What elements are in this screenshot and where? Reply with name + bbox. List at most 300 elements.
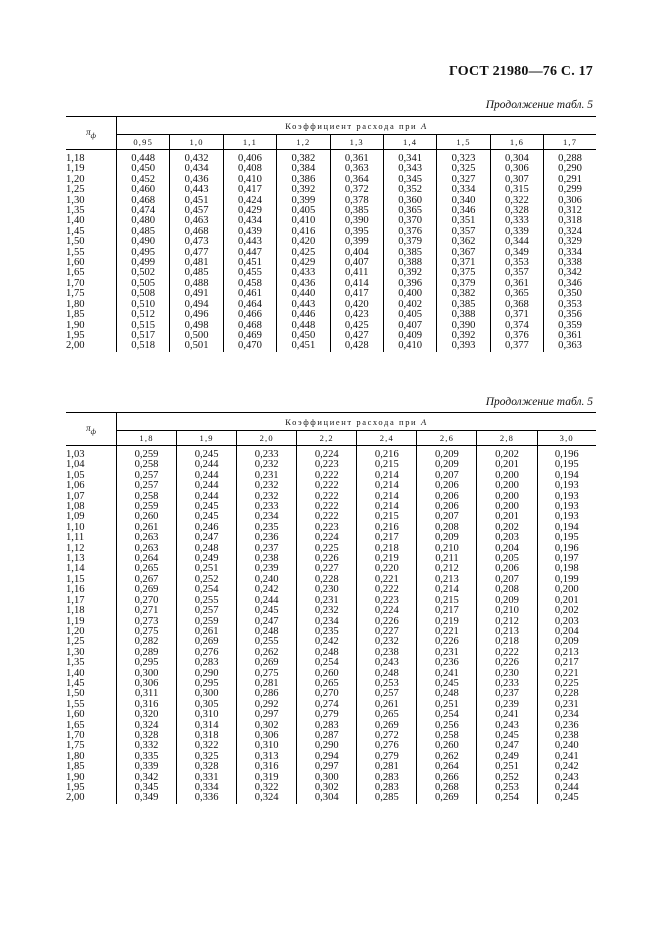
coefficient-cell: 0,282 (117, 637, 177, 647)
coefficient-cell: 0,204 (477, 544, 537, 554)
coefficient-cell: 0,210 (477, 606, 537, 616)
pi-value-cell: 1,30 (66, 648, 117, 658)
coefficient-cell: 0,396 (383, 279, 436, 289)
pi-value-cell: 1,90 (66, 773, 117, 783)
table-row (66, 658, 596, 668)
coefficient-cell: 0,204 (554, 625, 579, 637)
coefficient-cell: 0,217 (357, 533, 417, 543)
coefficient-cell: 0,248 (237, 627, 297, 637)
coefficient-cell: 0,291 (558, 173, 582, 185)
pi-value-cell: 1,45 (66, 227, 117, 237)
coefficient-cell: 0,405 (383, 310, 436, 320)
coefficient-cell: 0,393 (437, 341, 490, 351)
coefficient-cell: 0,207 (417, 471, 477, 481)
coefficient-cell: 0,213 (477, 627, 537, 637)
column-header: 3,0 (537, 431, 596, 446)
coefficient-cell: 0,310 (177, 710, 237, 720)
coefficient-cell: 0,213 (417, 575, 477, 585)
coefficient-cell: 0,490 (117, 237, 170, 247)
coefficient-cell: 0,268 (417, 783, 477, 793)
coefficient-cell: 0,324 (237, 793, 297, 803)
coefficient-cell: 0,496 (170, 310, 223, 320)
coefficient-cell: 0,433 (277, 268, 330, 278)
coefficient-cell: 0,245 (477, 731, 537, 741)
coefficient-cell: 0,408 (223, 164, 276, 174)
coefficient-cell: 0,329 (558, 236, 582, 248)
coefficient-cell: 0,376 (383, 227, 436, 237)
coefficient-cell: 0,283 (357, 773, 417, 783)
coefficient-cell: 0,451 (277, 341, 330, 351)
pi-value-cell: 1,18 (66, 606, 117, 616)
coefficient-cell: 0,359 (558, 319, 582, 331)
coefficient-cell: 0,480 (117, 216, 170, 226)
coefficient-cell: 0,207 (417, 512, 477, 522)
pi-value-cell: 1,08 (66, 502, 117, 512)
coefficient-cell: 0,231 (417, 648, 477, 658)
coefficient-cell: 0,322 (177, 741, 237, 751)
coefficient-cell: 0,226 (297, 554, 357, 564)
coefficient-cell: 0,290 (177, 669, 237, 679)
coefficient-cell: 0,214 (357, 471, 417, 481)
coefficient-header (117, 117, 597, 135)
coefficient-cell: 0,378 (330, 196, 383, 206)
coefficient-cell: 0,251 (417, 700, 477, 710)
coefficient-label: Коэффициент расхода при (285, 416, 418, 427)
coefficient-cell: 0,386 (277, 175, 330, 185)
pi-header (66, 413, 117, 446)
coefficient-cell: 0,375 (437, 268, 490, 278)
coefficient-cell: 0,420 (330, 300, 383, 310)
coefficient-cell: 0,209 (417, 460, 477, 470)
coefficient-cell: 0,289 (117, 648, 177, 658)
coefficient-cell: 0,362 (437, 237, 490, 247)
coefficient-cell: 0,339 (490, 227, 543, 237)
coefficient-variable: A (420, 120, 428, 131)
coefficient-cell: 0,242 (554, 761, 579, 773)
coefficient-cell: 0,332 (117, 741, 177, 751)
coefficient-cell: 0,370 (383, 216, 436, 226)
coefficient-cell: 0,265 (357, 710, 417, 720)
coefficient-cell: 0,249 (177, 554, 237, 564)
coefficient-cell: 0,328 (177, 762, 237, 772)
coefficient-cell: 0,245 (177, 502, 237, 512)
pi-value-cell: 1,20 (66, 627, 117, 637)
coefficient-cell: 0,200 (477, 492, 537, 502)
coefficient-cell: 0,228 (554, 688, 579, 700)
coefficient-cell: 0,269 (177, 637, 237, 647)
coefficient-cell: 0,214 (357, 481, 417, 491)
coefficient-cell: 0,255 (237, 637, 297, 647)
table-row (66, 446, 596, 461)
coefficient-cell: 0,240 (554, 740, 579, 752)
coefficient-cell: 0,351 (437, 216, 490, 226)
coefficient-cell: 0,248 (417, 689, 477, 699)
coefficient-cell: 0,274 (297, 700, 357, 710)
pi-value-cell: 1,17 (66, 596, 117, 606)
coefficient-cell: 0,202 (477, 446, 537, 461)
coefficient-cell: 0,244 (177, 481, 237, 491)
coefficient-cell: 0,206 (417, 492, 477, 502)
coefficient-cell: 0,234 (297, 617, 357, 627)
coefficient-cell: 0,224 (297, 533, 357, 543)
coefficient-cell: 0,257 (177, 606, 237, 616)
coefficient-cell: 0,474 (117, 206, 170, 216)
coefficient-cell: 0,324 (117, 721, 177, 731)
pi-value-cell: 1,90 (66, 321, 117, 331)
pi-value-cell: 1,04 (66, 460, 117, 470)
coefficient-cell: 0,346 (437, 206, 490, 216)
coefficient-cell: 0,436 (170, 175, 223, 185)
coefficient-cell: 0,248 (357, 669, 417, 679)
coefficient-cell: 0,368 (490, 300, 543, 310)
coefficient-cell: 0,331 (177, 773, 237, 783)
coefficient-cell: 0,257 (117, 481, 177, 491)
coefficient-cell: 0,244 (177, 471, 237, 481)
coefficient-cell: 0,448 (277, 321, 330, 331)
coefficient-cell: 0,361 (558, 329, 582, 341)
coefficient-cell: 0,281 (237, 679, 297, 689)
coefficient-cell: 0,247 (237, 617, 297, 627)
coefficient-cell: 0,382 (277, 150, 330, 165)
coefficient-cell: 0,311 (117, 689, 177, 699)
coefficient-cell: 0,376 (490, 331, 543, 341)
coefficient-cell: 0,424 (223, 196, 276, 206)
coefficient-cell: 0,240 (237, 575, 297, 585)
coefficient-cell: 0,392 (437, 331, 490, 341)
coefficient-cell: 0,265 (117, 564, 177, 574)
coefficient-cell: 0,451 (170, 196, 223, 206)
coefficient-cell: 0,261 (117, 523, 177, 533)
coefficient-cell: 0,468 (117, 196, 170, 206)
coefficient-cell: 0,209 (417, 446, 477, 461)
pi-value-cell: 1,30 (66, 196, 117, 206)
column-header: 0,95 (117, 135, 170, 150)
coefficient-cell: 0,232 (297, 606, 357, 616)
page-header: ГОСТ 21980—76 С. 17 (449, 64, 593, 79)
coefficient-cell: 0,306 (558, 194, 582, 206)
coefficient-cell: 0,225 (554, 677, 579, 689)
coefficient-cell: 0,305 (177, 700, 237, 710)
coefficient-cell: 0,237 (477, 689, 537, 699)
coefficient-cell: 0,230 (297, 585, 357, 595)
coefficient-cell: 0,420 (277, 237, 330, 247)
coefficient-cell: 0,334 (177, 783, 237, 793)
coefficient-cell: 0,259 (177, 617, 237, 627)
column-header: 2,4 (357, 431, 417, 446)
coefficient-cell: 0,452 (117, 175, 170, 185)
coefficient-cell: 0,353 (558, 298, 582, 310)
coefficient-cell: 0,379 (437, 279, 490, 289)
coefficient-label: Коэффициент расхода при (285, 120, 418, 131)
coefficient-cell: 0,304 (490, 150, 543, 165)
coefficient-cell: 0,360 (383, 196, 436, 206)
coefficient-cell: 0,320 (117, 710, 177, 720)
pi-value-cell: 1,95 (66, 331, 117, 341)
coefficient-cell: 0,214 (357, 502, 417, 512)
pi-value-cell: 1,15 (66, 575, 117, 585)
coefficient-cell: 0,248 (297, 648, 357, 658)
coefficient-cell: 0,406 (223, 150, 276, 165)
coefficient-cell: 0,216 (357, 523, 417, 533)
coefficient-cell: 0,458 (223, 279, 276, 289)
coefficient-cell: 0,409 (383, 331, 436, 341)
coefficient-cell: 0,232 (237, 481, 297, 491)
coefficient-cell: 0,494 (170, 300, 223, 310)
coefficient-cell: 0,223 (297, 523, 357, 533)
coefficient-cell: 0,199 (554, 573, 579, 585)
coefficient-cell: 0,384 (277, 164, 330, 174)
coefficient-cell: 0,392 (383, 268, 436, 278)
coefficient-cell: 0,283 (177, 658, 237, 668)
coefficient-cell: 0,226 (357, 617, 417, 627)
coefficient-cell: 0,346 (558, 277, 582, 289)
coefficient-cell: 0,201 (477, 460, 537, 470)
coefficient-cell: 0,508 (117, 289, 170, 299)
coefficient-cell: 0,257 (117, 471, 177, 481)
coefficient-cell: 0,275 (117, 627, 177, 637)
coefficient-cell: 0,200 (477, 502, 537, 512)
column-header: 1,0 (170, 135, 223, 150)
pi-value-cell: 1,55 (66, 248, 117, 258)
coefficient-cell: 0,350 (558, 288, 582, 300)
coefficient-cell: 0,205 (477, 554, 537, 564)
coefficient-cell: 0,193 (554, 501, 579, 513)
coefficient-cell: 0,481 (170, 258, 223, 268)
coefficient-cell: 0,495 (117, 248, 170, 258)
coefficient-cell: 0,264 (117, 554, 177, 564)
coefficient-cell: 0,261 (177, 627, 237, 637)
coefficient-cell: 0,460 (117, 185, 170, 195)
coefficient-cell: 0,390 (330, 216, 383, 226)
column-header: 2,8 (477, 431, 537, 446)
coefficient-cell: 0,417 (330, 289, 383, 299)
coefficient-cell: 0,357 (437, 227, 490, 237)
pi-value-cell: 2,00 (66, 341, 117, 351)
coefficient-cell: 0,231 (297, 596, 357, 606)
coefficient-cell: 0,233 (237, 502, 297, 512)
pi-value-cell: 1,16 (66, 585, 117, 595)
coefficient-table-1 (66, 116, 596, 352)
coefficient-cell: 0,443 (223, 237, 276, 247)
coefficient-cell: 0,200 (477, 471, 537, 481)
column-header: 1,7 (544, 135, 596, 150)
coefficient-cell: 0,382 (437, 289, 490, 299)
coefficient-cell: 0,246 (177, 523, 237, 533)
coefficient-cell: 0,363 (558, 340, 582, 352)
pi-symbol: π (86, 126, 91, 137)
coefficient-cell: 0,225 (297, 544, 357, 554)
coefficient-cell: 0,491 (170, 289, 223, 299)
coefficient-cell: 0,245 (177, 446, 237, 461)
coefficient-cell: 0,236 (554, 719, 579, 731)
coefficient-cell: 0,222 (477, 648, 537, 658)
coefficient-cell: 0,440 (277, 289, 330, 299)
coefficient-cell: 0,295 (177, 679, 237, 689)
coefficient-cell: 0,477 (170, 248, 223, 258)
pi-value-cell: 1,65 (66, 268, 117, 278)
coefficient-cell: 0,259 (117, 502, 177, 512)
coefficient-cell: 0,275 (237, 669, 297, 679)
coefficient-cell: 0,470 (223, 341, 276, 351)
coefficient-cell: 0,344 (490, 237, 543, 247)
coefficient-cell: 0,230 (477, 669, 537, 679)
coefficient-cell: 0,222 (297, 502, 357, 512)
coefficient-cell: 0,313 (237, 752, 297, 762)
coefficient-cell: 0,197 (554, 553, 579, 565)
coefficient-cell: 0,232 (237, 460, 297, 470)
coefficient-cell: 0,356 (558, 309, 582, 321)
coefficient-cell: 0,300 (297, 773, 357, 783)
coefficient-cell: 0,410 (277, 216, 330, 226)
coefficient-cell: 0,349 (117, 793, 177, 803)
pi-value-cell: 1,35 (66, 658, 117, 668)
coefficient-cell: 0,310 (237, 741, 297, 751)
pi-header (66, 117, 117, 150)
coefficient-cell: 0,316 (117, 700, 177, 710)
coefficient-cell: 0,254 (177, 585, 237, 595)
coefficient-cell: 0,222 (297, 471, 357, 481)
pi-subscript: ф (90, 130, 96, 140)
pi-value-cell: 1,14 (66, 564, 117, 574)
coefficient-cell: 0,248 (177, 544, 237, 554)
coefficient-cell: 0,262 (237, 648, 297, 658)
pi-value-cell: 1,80 (66, 300, 117, 310)
coefficient-cell: 0,221 (357, 575, 417, 585)
coefficient-cell: 0,249 (477, 752, 537, 762)
coefficient-cell: 0,434 (170, 164, 223, 174)
coefficient-cell: 0,207 (477, 575, 537, 585)
coefficient-cell: 0,213 (554, 646, 579, 658)
coefficient-cell: 0,243 (357, 658, 417, 668)
coefficient-cell: 0,294 (297, 752, 357, 762)
pi-value-cell: 1,75 (66, 289, 117, 299)
table-row (66, 310, 596, 320)
coefficient-cell: 0,206 (417, 502, 477, 512)
coefficient-cell: 0,232 (237, 492, 297, 502)
coefficient-cell: 0,434 (223, 216, 276, 226)
coefficient-cell: 0,260 (297, 669, 357, 679)
column-header: 2,6 (417, 431, 477, 446)
coefficient-cell: 0,395 (330, 227, 383, 237)
coefficient-cell: 0,263 (117, 544, 177, 554)
coefficient-cell: 0,324 (558, 225, 582, 237)
coefficient-cell: 0,223 (357, 596, 417, 606)
coefficient-cell: 0,432 (170, 150, 223, 165)
coefficient-cell: 0,404 (330, 248, 383, 258)
pi-value-cell: 1,70 (66, 279, 117, 289)
coefficient-cell: 0,464 (223, 300, 276, 310)
coefficient-cell: 0,405 (277, 206, 330, 216)
coefficient-cell: 0,234 (554, 709, 579, 721)
pi-value-cell: 1,11 (66, 533, 117, 543)
coefficient-cell: 0,307 (490, 175, 543, 185)
coefficient-cell: 0,214 (357, 492, 417, 502)
coefficient-cell: 0,443 (277, 300, 330, 310)
coefficient-cell: 0,365 (383, 206, 436, 216)
coefficient-cell: 0,446 (277, 310, 330, 320)
coefficient-cell: 0,461 (223, 289, 276, 299)
coefficient-cell: 0,243 (554, 771, 579, 783)
coefficient-cell: 0,233 (237, 446, 297, 461)
coefficient-cell: 0,512 (117, 310, 170, 320)
pi-value-cell: 1,25 (66, 185, 117, 195)
coefficient-cell: 0,447 (223, 248, 276, 258)
coefficient-cell: 0,485 (170, 268, 223, 278)
coefficient-cell: 0,318 (558, 215, 582, 227)
coefficient-cell: 0,244 (554, 782, 579, 793)
coefficient-cell: 0,314 (177, 721, 237, 731)
coefficient-cell: 0,242 (237, 585, 297, 595)
coefficient-cell: 0,209 (417, 533, 477, 543)
coefficient-cell: 0,260 (417, 741, 477, 751)
coefficient-cell: 0,200 (477, 481, 537, 491)
coefficient-cell: 0,221 (554, 667, 579, 679)
coefficient-cell: 0,227 (357, 627, 417, 637)
coefficient-cell: 0,242 (297, 637, 357, 647)
pi-value-cell: 2,00 (66, 793, 117, 803)
coefficient-cell: 0,259 (117, 446, 177, 461)
coefficient-cell: 0,319 (237, 773, 297, 783)
coefficient-cell: 0,193 (554, 511, 579, 523)
coefficient-cell: 0,206 (417, 481, 477, 491)
coefficient-cell: 0,283 (357, 783, 417, 793)
coefficient-cell: 0,241 (554, 750, 579, 762)
coefficient-cell: 0,196 (554, 542, 579, 554)
coefficient-cell: 0,399 (277, 196, 330, 206)
coefficient-cell: 0,196 (554, 449, 579, 460)
coefficient-cell: 0,231 (554, 698, 579, 710)
coefficient-cell: 0,201 (554, 594, 579, 606)
header-row (66, 413, 596, 431)
coefficient-cell: 0,215 (357, 460, 417, 470)
coefficient-cell: 0,244 (237, 596, 297, 606)
coefficient-cell: 0,206 (477, 564, 537, 574)
column-header: 1,6 (490, 135, 543, 150)
pi-value-cell: 1,10 (66, 523, 117, 533)
coefficient-cell: 0,518 (117, 341, 170, 351)
column-header: 1,4 (383, 135, 436, 150)
coefficient-cell: 0,450 (117, 164, 170, 174)
coefficient-cell: 0,238 (237, 554, 297, 564)
pi-value-cell: 1,85 (66, 310, 117, 320)
header-row (66, 117, 596, 135)
coefficient-cell: 0,499 (117, 258, 170, 268)
coefficient-cell: 0,363 (330, 164, 383, 174)
coefficient-cell: 0,345 (117, 783, 177, 793)
column-header-row (66, 431, 596, 446)
coefficient-cell: 0,263 (117, 533, 177, 543)
coefficient-cell: 0,411 (330, 268, 383, 278)
coefficient-cell: 0,436 (277, 279, 330, 289)
coefficient-cell: 0,500 (170, 331, 223, 341)
pi-subscript: ф (90, 426, 96, 436)
coefficient-cell: 0,517 (117, 331, 170, 341)
coefficient-cell: 0,254 (417, 710, 477, 720)
coefficient-cell: 0,244 (177, 492, 237, 502)
coefficient-cell: 0,392 (277, 185, 330, 195)
coefficient-table-2 (66, 412, 596, 804)
pi-value-cell: 1,13 (66, 554, 117, 564)
coefficient-cell: 0,211 (417, 554, 477, 564)
coefficient-cell: 0,448 (117, 150, 170, 165)
coefficient-cell: 0,414 (330, 279, 383, 289)
column-header: 1,8 (117, 431, 177, 446)
coefficient-cell: 0,466 (223, 310, 276, 320)
coefficient-cell: 0,260 (117, 512, 177, 522)
coefficient-cell: 0,390 (437, 321, 490, 331)
coefficient-cell: 0,349 (490, 248, 543, 258)
coefficient-cell: 0,222 (297, 481, 357, 491)
